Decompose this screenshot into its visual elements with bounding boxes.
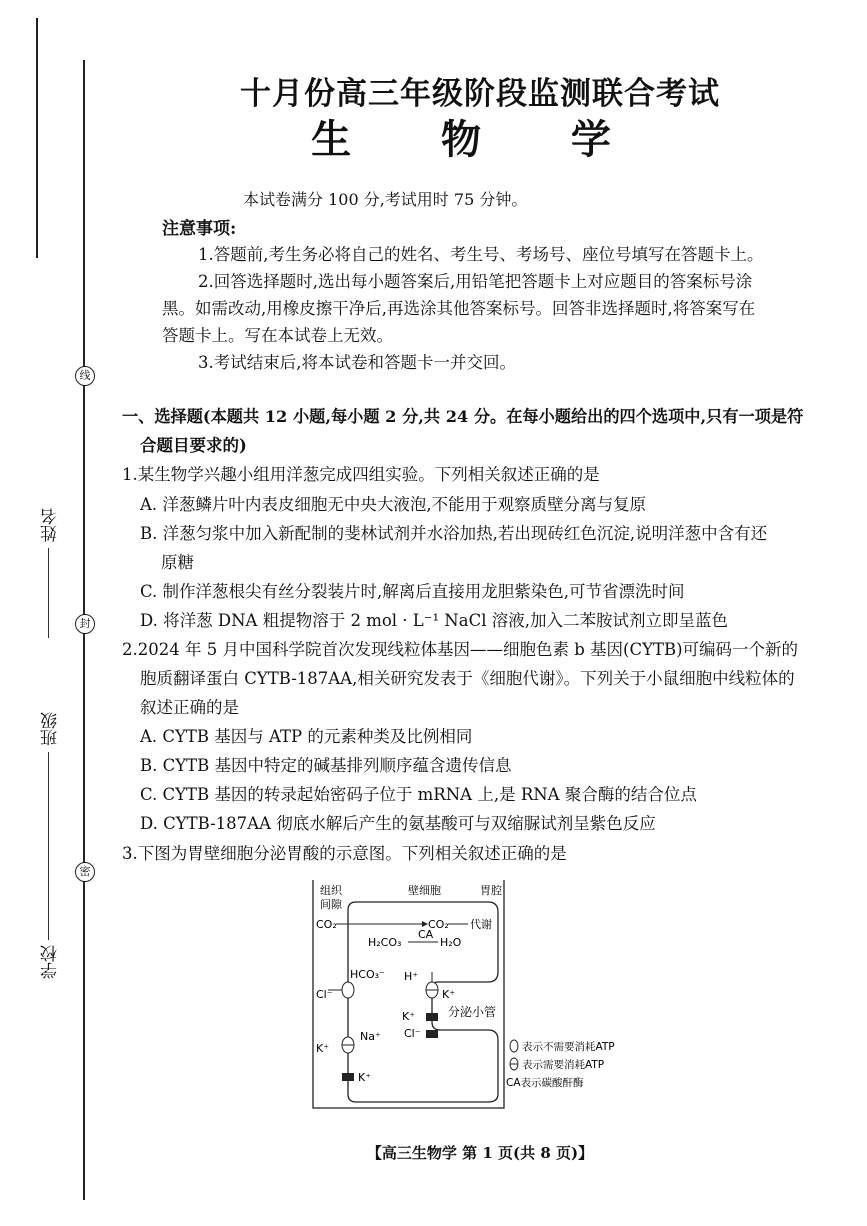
section-heading-cont: 合题目要求的)	[140, 436, 247, 455]
notice-line-5: 3.考试结束后,将本试卷和答题卡一并交回。	[198, 353, 516, 372]
q2-stem-2: 胞质翻译蛋白 CYTB-187AA,相关研究发表于《细胞代谢》。下列关于小鼠细胞中线粒体的	[140, 669, 795, 688]
label-hco3: HCO₃⁻	[350, 968, 385, 981]
label-metab: 代谢	[470, 918, 492, 931]
notice-line-2: 2.回答选择题时,选出每小题答案后,用铅笔把答题卡上对应题目的答案标号涂	[198, 272, 753, 291]
passive-transporter-1	[342, 982, 354, 998]
notice-line-1: 1.答题前,考生务必将自己的姓名、考生号、考场号、座位号填写在答题卡上。	[198, 245, 764, 264]
exam-title: 十月份高三年级阶段监测联合考试	[240, 76, 720, 112]
seal-xian: 线	[75, 366, 95, 386]
notice-line-4: 答题卡上。写在本试卷上无效。	[162, 326, 393, 345]
label-canal: 分泌小管	[448, 1005, 497, 1019]
q2-stem-3: 叙述正确的是	[140, 698, 239, 717]
legend-ca: CA表示碳酸酐酶	[506, 1077, 584, 1089]
q2-option-b: B. CYTB 基因中特定的碱基排列顺序蕴含遗传信息	[140, 756, 512, 775]
q2-option-a: A. CYTB 基因与 ATP 的元素种类及比例相同	[140, 727, 473, 746]
label-tissue-2: 间隙	[320, 898, 342, 911]
name-line	[48, 548, 49, 638]
label-k-left: K⁺	[316, 1042, 330, 1055]
diagram-frame	[313, 880, 504, 1108]
q1-option-b-cont: 原糖	[161, 553, 194, 572]
class-line	[48, 752, 49, 842]
section-heading: 一、选择题(本题共 12 小题,每小题 2 分,共 24 分。在每小题给出的四个选项中,只有一项是符	[122, 407, 804, 426]
q2-option-c: C. CYTB 基因的转录起始密码子位于 mRNA 上,是 RNA 聚合酶的结合位点	[140, 785, 697, 804]
seal-feng: 封	[75, 614, 95, 634]
class-label: 班级	[41, 712, 61, 746]
label-na: Na⁺	[360, 1030, 381, 1043]
legend-passive-icon	[510, 1040, 518, 1052]
q1-option-c: C. 制作洋葱根尖有丝分裂装片时,解离后直接用龙胆紫染色,可节省漂洗时间	[140, 582, 685, 601]
school-label: 学校	[41, 945, 61, 979]
label-cl-in: Cl⁻	[404, 1027, 421, 1040]
q1-option-d: D. 将洋葱 DNA 粗提物溶于 2 mol · L⁻¹ NaCl 溶液,加入二苯胺试剂立即呈蓝色	[140, 611, 728, 630]
gastric-cell-diagram	[308, 880, 648, 1115]
label-tissue-1: 组织	[320, 884, 342, 897]
label-co2-left: CO₂	[316, 918, 337, 931]
q2-option-d: D. CYTB-187AA 彻底水解后产生的氨基酸可与双缩脲试剂呈紫色反应	[140, 814, 656, 833]
k-channel-bottom	[342, 1073, 354, 1081]
legend-active: 表示需要消耗ATP	[522, 1059, 605, 1071]
q2-stem-1: 2.2024 年 5 月中国科学院首次发现线粒体基因——细胞色素 b 基因(CYTB)可编码一个新的	[122, 640, 799, 659]
school-line	[48, 840, 49, 940]
q3-stem: 3.下图为胃壁细胞分泌胃酸的示意图。下列相关叙述正确的是	[122, 844, 567, 863]
q1-option-a: A. 洋葱鳞片叶内表皮细胞无中央大液泡,不能用于观察质壁分离与复原	[140, 495, 647, 514]
q1-option-b: B. 洋葱匀浆中加入新配制的斐林试剂并水浴加热,若出现砖红色沉淀,说明洋葱中含有还	[140, 524, 768, 543]
label-h: H⁺	[404, 970, 419, 983]
notice-line-3: 黑。如需改动,用橡皮擦干净后,再选涂其他答案标号。回答非选择题时,将答案写在	[162, 299, 756, 318]
page-footer: 【高三生物学 第 1 页(共 8 页)】	[366, 1144, 594, 1162]
label-k-1: K⁺	[442, 988, 456, 1001]
exam-info: 本试卷满分 100 分,考试用时 75 分钟。	[243, 190, 528, 209]
label-h2co3: H₂CO₃	[368, 936, 402, 949]
label-k-2: K⁺	[402, 1010, 416, 1023]
legend-passive: 表示不需要消耗ATP	[522, 1041, 615, 1053]
label-k-bottom: K⁺	[358, 1071, 372, 1084]
label-cell: 壁细胞	[408, 884, 441, 897]
name-label: 姓名	[41, 508, 61, 542]
label-ca: CA	[418, 928, 434, 941]
q1-stem: 1.某生物学兴趣小组用洋葱完成四组实验。下列相关叙述正确的是	[122, 465, 600, 484]
label-cl-out: Cl⁻	[316, 988, 333, 1001]
label-h2o: H₂O	[440, 936, 462, 949]
seal-mi: 密	[75, 862, 95, 882]
label-co2-right: CO₂	[428, 918, 449, 931]
notice-heading: 注意事项:	[162, 219, 237, 239]
label-lumen: 胃腔	[480, 884, 502, 897]
subject-title: 生 物 学	[311, 116, 649, 163]
cl-channel	[426, 1030, 438, 1038]
k-channel	[426, 1013, 438, 1021]
